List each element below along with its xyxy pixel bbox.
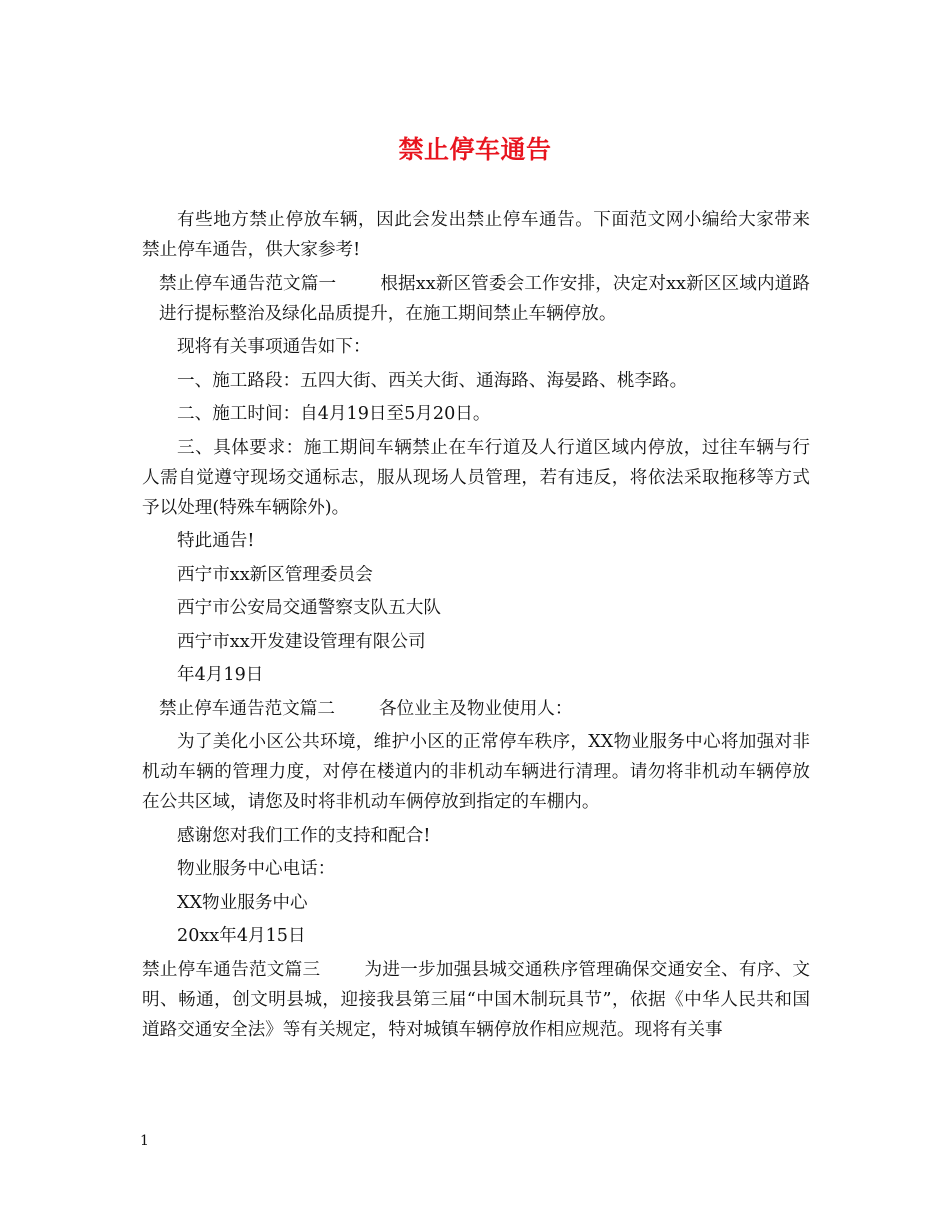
section-2-heading: 禁止停车通告范文篇二 xyxy=(159,698,335,719)
section-1-item-road: 一、施工路段：五四大街、西关大街、通海路、海晏路、桃李路。 xyxy=(177,370,688,391)
section-1-item-time: 二、施工时间：自4月19日至5月20日。 xyxy=(177,404,491,424)
section-2-paragraph xyxy=(142,694,810,724)
document-body xyxy=(142,205,810,1048)
page-number: 1 xyxy=(140,1133,149,1149)
section-3-lead: 为进一步加强县城交通秩序管理确保交通安全、有序、文明、畅通，创文明县城，迎接我县第三届“中国木制玩具节”，依据《中华人民共和国道路交通安全法》等有关规定，特对城镇车辆停放作相应规范。现将有关事 xyxy=(142,959,810,1040)
section-1-signer-2: 西宁市公安局交通警察支队五大队 xyxy=(177,598,441,618)
section-1-date: 年4月19日 xyxy=(177,665,264,685)
section-1-item-requirements: 三、具体要求：施工期间车辆禁止在车行道及人行道区域内停放，过往车辆与行人需自觉遵守现场交通标志，服从现场人员管理，若有违反，将依法采取拖移等方式予以处理(特殊车辆除外)。 xyxy=(142,437,810,518)
section-1-heading: 禁止停车通告范文篇一 xyxy=(159,273,337,294)
section-2-lead: 各位业主及物业使用人： xyxy=(378,698,573,719)
intro-paragraph: 有些地方禁止停放车辆，因此会发出禁止停车通告。下面范文网小编给大家带来禁止停车通告，供大家参考! xyxy=(142,210,810,260)
section-1-signer-3: 西宁市xx开发建设管理有限公司 xyxy=(177,631,426,652)
section-1-notice-intro: 现将有关事项通告如下： xyxy=(177,337,371,357)
document-title: 禁止停车通告 xyxy=(398,135,552,164)
section-1-paragraph xyxy=(142,269,810,329)
section-1-signer-1: 西宁市xx新区管理委员会 xyxy=(177,564,373,585)
section-2-body: 为了美化小区公共环境，维护小区的正常停车秩序，XX物业服务中心将加强对非机动车辆的管理力度，对停在楼道内的非机动车辆进行清理。请勿将非机动车辆停放在公共区域，请您及时将非机动车俩停放到指定的车棚内。 xyxy=(142,732,810,812)
section-1-lead: 根据xx新区管委会工作安排，决定对xx新区区域内道路进行提标整治及绿化品质提升，在施工期间禁止车辆停放。 xyxy=(159,273,810,324)
section-2-date: 20xx年4月15日 xyxy=(177,926,306,946)
section-1-closing: 特此通告! xyxy=(177,531,255,551)
section-2-thanks: 感谢您对我们工作的支持和配合! xyxy=(177,825,431,846)
section-2-signer: XX物业服务中心 xyxy=(177,892,308,913)
section-3-paragraph xyxy=(142,955,810,1045)
section-3-heading: 禁止停车通告范文篇三 xyxy=(142,959,321,980)
section-2-phone: 物业服务中心电话： xyxy=(177,859,336,879)
